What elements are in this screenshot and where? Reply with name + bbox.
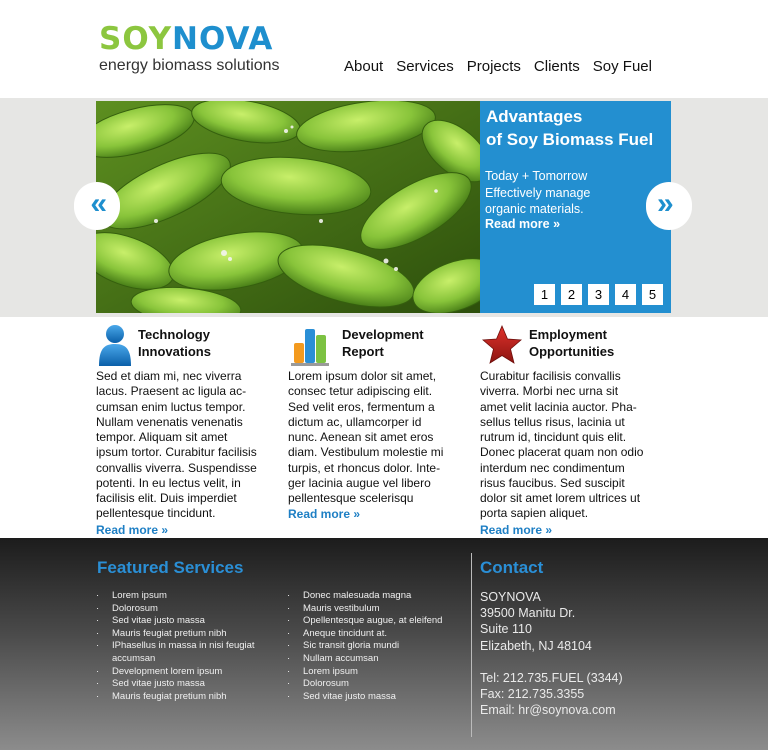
hero-text xyxy=(485,168,669,218)
feature-body-line: rutrum id, tincidunt quis elit. xyxy=(480,430,627,444)
feature-title xyxy=(138,326,211,360)
feature-body-line: lacus. Praesent ac ligula ac- xyxy=(96,384,247,399)
contact-tel[interactable]: Tel: 212.735.FUEL (3344) xyxy=(480,670,623,685)
feature-body-line: viverra. Morbi nec urna sit xyxy=(480,384,619,399)
chevron-right-icon: » xyxy=(657,187,674,220)
feature-development xyxy=(288,321,463,522)
contact-suite: Suite 110 xyxy=(480,622,532,637)
next-slide-button[interactable] xyxy=(646,182,692,230)
feature-body-line: tempor. Aliquam sit amet xyxy=(96,430,228,444)
feature-body-line: convallis viverra. Suspendisse xyxy=(96,460,257,475)
feature-technology xyxy=(96,321,271,538)
feature-body-line: pellentesque tincidunt. xyxy=(96,506,216,521)
service-link[interactable]: · Dolorosum xyxy=(96,603,276,616)
contact-fax: Fax: 212.735.3355 xyxy=(480,687,585,702)
service-link[interactable]: · Mauris feugiat pretium nibh xyxy=(96,628,276,641)
nav-projects[interactable]: Projects xyxy=(466,58,521,75)
pager-page-2[interactable]: 2 xyxy=(561,284,582,305)
feature-body-line: sellus tellus risus, lacinia ut xyxy=(480,414,625,429)
site-header xyxy=(0,0,768,98)
contact-title: Contact xyxy=(480,558,544,577)
feature-read-more-link[interactable]: Read more » xyxy=(288,507,361,522)
service-link[interactable]: · Donec malesuada magna xyxy=(287,590,467,603)
feature-body-line: ipsum tortor. Curabitur facilisis xyxy=(96,445,257,460)
services-list-2 xyxy=(287,590,467,703)
feature-body-line: risus faucibus. Sed suscipit xyxy=(480,475,625,490)
service-link[interactable]: · Sed vitae justo massa xyxy=(96,678,276,691)
chevron-left-icon: « xyxy=(90,187,107,220)
hero-title-line1: Advantages xyxy=(486,107,583,126)
service-link[interactable]: · Mauris feugiat pretium nibh xyxy=(96,691,276,704)
footer-divider xyxy=(471,553,472,737)
logo-soy: SOY xyxy=(99,21,173,57)
feature-body xyxy=(96,369,271,522)
feature-body xyxy=(480,369,655,522)
feature-body-line: dolor sit amet lorem ultrices ut xyxy=(480,491,641,505)
service-link[interactable]: · Sic transit gloria mundi xyxy=(287,640,467,653)
feature-body-line: facilisis elit. Duis imperdiet xyxy=(96,491,237,505)
hero-text-line1: Today + Tomorrow xyxy=(485,169,588,183)
feature-body-line: porta sapien aliquet. xyxy=(480,506,589,521)
feature-body-line: Lorem ipsum dolor sit amet, xyxy=(288,369,437,383)
feature-read-more-link[interactable]: Read more » xyxy=(96,522,169,537)
feature-body-line: cumsan enim luctus tempor. xyxy=(96,399,246,414)
pager-page-3[interactable]: 3 xyxy=(588,284,609,305)
logo[interactable] xyxy=(99,22,280,75)
feature-title-line1: Employment xyxy=(529,327,608,342)
site-footer xyxy=(0,538,768,750)
feature-body-line: turpis, et rhoncus dolor. Inte- xyxy=(288,460,441,475)
nav-soy-fuel[interactable]: Soy Fuel xyxy=(592,58,652,75)
feature-body-line: dictum ac, ullamcorper id xyxy=(288,414,422,429)
feature-title-line2: Opportunities xyxy=(529,344,615,359)
feature-body-line: diam. Vestibulum molestie mi xyxy=(288,445,444,460)
feature-body-line: consec tetur adipiscing elit. xyxy=(288,384,433,399)
feature-employment xyxy=(480,321,655,538)
contact-details xyxy=(480,589,623,718)
hero-title-line2: of Soy Biomass Fuel xyxy=(486,130,654,149)
pager-page-1[interactable]: 1 xyxy=(534,284,555,305)
bar-chart-icon xyxy=(288,323,334,367)
service-link[interactable]: · Aneque tincidunt at. xyxy=(287,628,467,641)
featured-services-title: Featured Services xyxy=(97,558,244,577)
service-link[interactable]: · IPhasellus in massa in nisi feugiat accumsan xyxy=(96,640,276,665)
hero-title xyxy=(486,105,670,151)
feature-body-line: pellentesque scelerisqu xyxy=(288,491,414,505)
feature-title-line1: Technology xyxy=(138,327,210,342)
contact-city: Elizabeth, NJ 48104 xyxy=(480,638,592,653)
nav-services[interactable]: Services xyxy=(396,58,454,75)
service-link[interactable]: · Lorem ipsum xyxy=(96,590,276,603)
contact-street: 39500 Manitu Dr. xyxy=(480,606,576,621)
soybean-pods-image xyxy=(96,101,480,313)
feature-body-line: amet velit lacinia auctor. Pha- xyxy=(480,399,637,414)
hero-image xyxy=(96,101,480,313)
logo-nova: NOVA xyxy=(172,21,274,57)
nav-clients[interactable]: Clients xyxy=(533,58,580,75)
feature-title-line1: Development xyxy=(342,327,424,342)
main-nav xyxy=(344,58,652,75)
feature-body-line: nunc. Aenean sit amet eros xyxy=(288,430,434,444)
service-link[interactable]: · Sed vitae justo massa xyxy=(96,615,276,628)
hero-text-line3: organic materials. xyxy=(485,202,584,216)
slide-pager xyxy=(534,284,663,305)
feature-body xyxy=(288,369,463,506)
feature-title xyxy=(529,326,614,360)
logo-tagline: energy biomass solutions xyxy=(99,57,280,74)
logo-wordmark xyxy=(99,22,280,56)
contact-email[interactable]: Email: hr@soynova.com xyxy=(480,703,616,718)
services-list-1 xyxy=(96,590,276,703)
service-link[interactable]: · Nullam accumsan xyxy=(287,653,467,666)
star-icon xyxy=(480,323,524,367)
service-link[interactable]: · Opellentesque augue, at eleifend xyxy=(287,615,467,628)
hero-text-line2: Effectively manage xyxy=(485,185,591,200)
feature-body-line: interdum nec condimentum xyxy=(480,460,625,475)
feature-body-line: Sed velit eros, fermentum a xyxy=(288,399,435,414)
service-link[interactable]: · Dolorosum xyxy=(287,678,467,691)
service-link[interactable]: · Development lorem ipsum xyxy=(96,666,276,679)
nav-about[interactable]: About xyxy=(344,58,384,75)
service-link[interactable]: · Lorem ipsum xyxy=(287,666,467,679)
feature-body-line: Curabitur facilisis convallis xyxy=(480,369,621,383)
feature-title-line2: Innovations xyxy=(138,344,211,359)
hero-read-more-link[interactable]: Read more » xyxy=(485,217,561,231)
feature-body-line: ger lacinia augue vel libero xyxy=(288,475,431,490)
person-icon xyxy=(96,323,136,367)
feature-title xyxy=(342,326,424,360)
hero-panel xyxy=(480,101,671,313)
feature-body-line: Donec placerat quam non odio xyxy=(480,445,644,460)
feature-body-line: potenti. In eu lectus velit, in xyxy=(96,475,241,490)
pager-page-5[interactable]: 5 xyxy=(642,284,663,305)
pager-page-4[interactable]: 4 xyxy=(615,284,636,305)
service-link[interactable]: · Sed vitae justo massa xyxy=(287,691,467,704)
prev-slide-button[interactable] xyxy=(74,182,120,230)
contact-company: SOYNOVA xyxy=(480,590,541,604)
feature-body-line: Nullam venenatis venenatis xyxy=(96,414,243,429)
service-link[interactable]: · Mauris vestibulum xyxy=(287,603,467,616)
contact-spacer xyxy=(480,654,623,670)
feature-body-line: Sed et diam mi, nec viverra xyxy=(96,369,242,383)
feature-title-line2: Report xyxy=(342,344,384,359)
feature-read-more-link[interactable]: Read more » xyxy=(480,522,553,537)
